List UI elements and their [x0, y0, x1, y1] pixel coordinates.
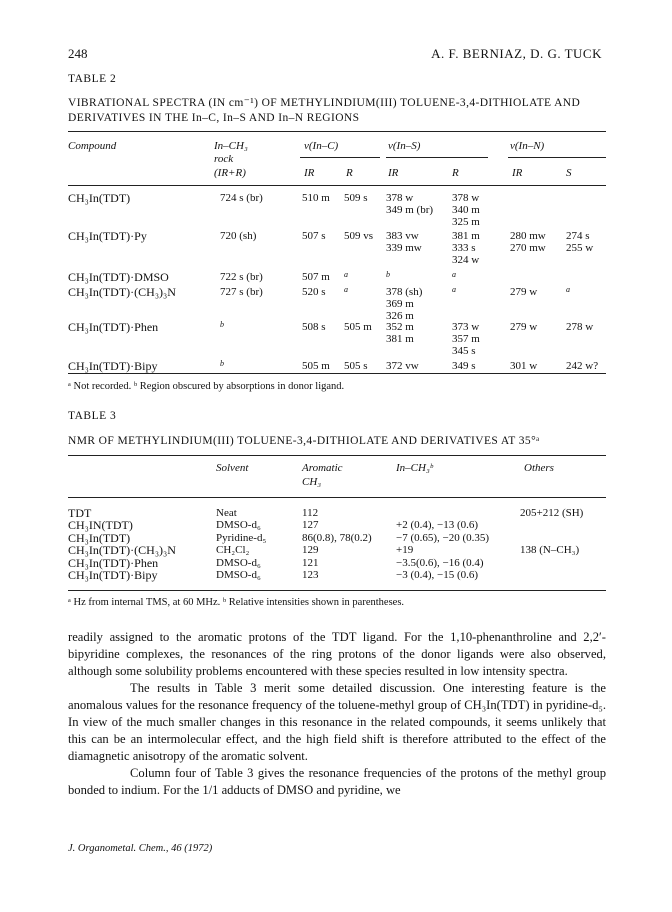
- nmr-compound: TDT: [68, 506, 92, 520]
- running-authors: A. F. BERNIAZ, D. G. TUCK: [431, 46, 602, 61]
- table-row-compound: CH₃In(TDT)·Bipy: [68, 359, 158, 373]
- t2-head-c-r: R: [346, 167, 353, 179]
- t3-head-ch3: CH₃: [302, 476, 322, 488]
- n-s-value: 242 w?: [566, 360, 599, 372]
- n-ir-value: 280 mw: [510, 230, 546, 242]
- table3-caption: NMR OF METHYLINDIUM(III) TOLUENE-3,4-DITHIOLATE AND DERIVATIVES AT 35°ᵃ: [68, 435, 540, 447]
- table3-top-rule: [68, 455, 606, 456]
- c-ir-value: 520 s: [302, 286, 326, 298]
- n-ir-value: 270 mw: [510, 242, 546, 254]
- nmr-inch3: −3.5(0.6), −16 (0.4): [396, 556, 484, 569]
- nmr-compound: CH₃In(TDT)·Bipy: [68, 568, 158, 582]
- s-ir-value: 378 w: [386, 192, 414, 204]
- c-ir-value: 507 s: [302, 230, 326, 242]
- t2-head-s-r: R: [452, 167, 459, 179]
- rock-value: 722 s (br): [220, 271, 263, 283]
- s-ir-value: 372 vw: [386, 360, 419, 372]
- n-s-value: 274 s: [566, 230, 590, 242]
- table3-footnote: ᵃ Hz from internal TMS, at 60 MHz. ᵇ Relative intensities shown in parentheses.: [68, 597, 405, 608]
- rock-value: b: [220, 359, 224, 368]
- s-r-value: 345 s: [452, 345, 476, 357]
- s-ir-value: 383 vw: [386, 230, 419, 242]
- s-r-value: a: [452, 270, 456, 279]
- table2-top-rule: [68, 131, 606, 132]
- nmr-others: 138 (N–CH₃): [520, 544, 580, 557]
- paragraph-2: The results in Table 3 merit some detailed discussion. One interesting feature is the anomalous values for the resonance frequency of the toluene-methyl group of CH₃In(TDT) in pyridine-d₅. In view of the much smaller changes in this resonance in the related compounds, it seems unlikely that this can be an intermolecular effect, and the high field shift is therefore attributed to the effect of the diamagnetic anisotropy of the aromatic solvent.: [68, 681, 606, 763]
- c-ir-value: 507 m: [302, 271, 330, 283]
- t2-vinn-span-rule: [508, 157, 606, 158]
- nmr-solvent: Pyridine-d₅: [216, 531, 267, 544]
- t3-head-solvent: Solvent: [216, 462, 249, 474]
- t2-head-vinn: ν(In–N): [510, 140, 545, 152]
- s-ir-value: 349 m (br): [386, 204, 434, 216]
- nmr-others: 205+212 (SH): [520, 507, 584, 519]
- rock-value: 720 (sh): [220, 230, 257, 242]
- n-s-value: a: [566, 285, 570, 294]
- n-ir-value: 279 w: [510, 286, 538, 298]
- c-ir-value: 510 m: [302, 192, 330, 204]
- journal-footer: J. Organometal. Chem., 46 (1972): [68, 843, 213, 854]
- t2-head-compound: Compound: [68, 140, 117, 152]
- t2-head-c-ir: IR: [304, 167, 315, 179]
- table-row-compound: CH₃In(TDT)·DMSO: [68, 270, 169, 284]
- rock-value: b: [220, 320, 224, 329]
- s-r-value: 373 w: [452, 321, 480, 333]
- t2-head-n-ir: IR: [512, 167, 523, 179]
- c-r-value: a: [344, 270, 348, 279]
- nmr-aromatic: 86(0.8), 78(0.2): [302, 531, 372, 544]
- s-ir-value: 381 m: [386, 333, 414, 345]
- nmr-solvent: DMSO-d₆: [216, 519, 261, 532]
- nmr-compound: CH₃In(TDT)·Phen: [68, 555, 159, 570]
- t2-head-n-s: S: [566, 167, 572, 179]
- n-ir-value: 279 w: [510, 321, 538, 333]
- c-r-value: 505 m: [344, 321, 372, 333]
- page-number: 248: [68, 46, 88, 61]
- nmr-solvent: DMSO-d₆: [216, 556, 261, 569]
- nmr-inch3: −3 (0.4), −15 (0.6): [396, 569, 479, 581]
- nmr-solvent: CH₂Cl₂: [216, 544, 250, 557]
- n-s-value: 255 w: [566, 242, 594, 254]
- t2-head-rock: rock: [214, 153, 234, 165]
- s-r-value: 381 m: [452, 230, 480, 242]
- c-ir-value: 508 s: [302, 321, 326, 333]
- nmr-aromatic: 112: [302, 507, 319, 519]
- nmr-solvent: Neat: [216, 507, 237, 519]
- table2-footnote: ᵃ Not recorded. ᵇ Region obscured by absorptions in donor ligand.: [68, 381, 345, 392]
- nmr-inch3: −7 (0.65), −20 (0.35): [396, 531, 490, 544]
- s-r-value: a: [452, 285, 456, 294]
- s-ir-value: 378 (sh): [386, 286, 423, 298]
- c-r-value: 509 vs: [344, 230, 374, 242]
- table-row-compound: CH₃In(TDT)·Phen: [68, 320, 159, 334]
- s-r-value: 333 s: [452, 242, 476, 254]
- t2-head-inch3: In–CH₃: [214, 140, 248, 152]
- paragraph-1: readily assigned to the aromatic protons of the TDT ligand. For the 1,10-phenanthroline and 2,2′-bipyridine complexes, the resonances of the ring protons of the donor ligands were also observed, although some solubility problems encountered with these species resulted in low intensity spectra.: [68, 630, 606, 678]
- nmr-aromatic: 121: [302, 556, 319, 569]
- n-s-value: 278 w: [566, 321, 594, 333]
- s-ir-value: 352 m: [386, 321, 414, 333]
- nmr-aromatic: 129: [302, 544, 319, 557]
- body-text: [68, 629, 606, 799]
- table-row-compound: CH₃In(TDT)·Py: [68, 229, 147, 243]
- s-r-value: 357 m: [452, 333, 480, 345]
- table2-head-rule: [68, 185, 606, 186]
- nmr-inch3: +19: [396, 544, 414, 557]
- n-ir-value: 301 w: [510, 360, 538, 372]
- nmr-aromatic: 127: [302, 519, 319, 532]
- t2-head-irr: (IR+R): [214, 167, 246, 179]
- s-r-value: 324 w: [452, 254, 480, 266]
- s-ir-value: 369 m: [386, 298, 414, 310]
- t2-head-s-ir: IR: [388, 167, 399, 179]
- table3-label: TABLE 3: [68, 410, 117, 422]
- s-r-value: 325 m: [452, 216, 480, 228]
- rock-value: 724 s (br): [220, 192, 263, 204]
- t3-head-inch3: In–CH₃ᵇ: [396, 462, 433, 474]
- nmr-aromatic: 123: [302, 569, 319, 581]
- nmr-compound: CH₃In(TDT)·(CH₃)₃N: [68, 543, 176, 558]
- t2-vins-span-rule: [386, 157, 488, 158]
- t2-vinc-span-rule: [300, 157, 380, 158]
- t2-head-vins: ν(In–S): [388, 140, 421, 152]
- s-ir-value: b: [386, 270, 390, 279]
- c-r-value: 505 s: [344, 360, 368, 372]
- table-row-compound: CH₃In(TDT): [68, 191, 131, 205]
- s-r-value: 349 s: [452, 360, 476, 372]
- nmr-compound: CH₃In(TDT): [68, 530, 131, 545]
- table-row-compound: CH₃In(TDT)·(CH₃)₃N: [68, 285, 176, 299]
- table3-bottom-rule: [68, 590, 606, 591]
- nmr-inch3: +2 (0.4), −13 (0.6): [396, 519, 479, 532]
- s-r-value: 340 m: [452, 204, 480, 216]
- nmr-solvent: DMSO-d₆: [216, 569, 261, 581]
- t3-head-aromatic: Aromatic: [302, 462, 343, 474]
- table2-caption: VIBRATIONAL SPECTRA (IN cm⁻¹) OF METHYLINDIUM(III) TOLUENE-3,4-DITHIOLATE AND DERIVATIVES IN THE In–C, In–S AND In–N REGIONS: [68, 97, 581, 124]
- nmr-compound: CH₃IN(TDT): [68, 518, 133, 533]
- table2-bottom-rule: [68, 373, 606, 374]
- table3-head-rule: [68, 497, 606, 498]
- t2-head-vinc: ν(In–C): [304, 140, 339, 152]
- s-ir-value: 326 m: [386, 310, 414, 322]
- c-r-value: 509 s: [344, 192, 368, 204]
- rock-value: 727 s (br): [220, 286, 263, 298]
- table2-label: TABLE 2: [68, 73, 117, 85]
- paragraph-3: Column four of Table 3 gives the resonance frequencies of the protons of the methyl group bonded to indium. For the 1/1 adducts of DMSO and pyridine, we: [68, 766, 606, 797]
- c-ir-value: 505 m: [302, 360, 330, 372]
- t3-head-others: Others: [524, 462, 554, 474]
- s-ir-value: 339 mw: [386, 242, 422, 254]
- s-r-value: 378 w: [452, 192, 480, 204]
- c-r-value: a: [344, 285, 348, 294]
